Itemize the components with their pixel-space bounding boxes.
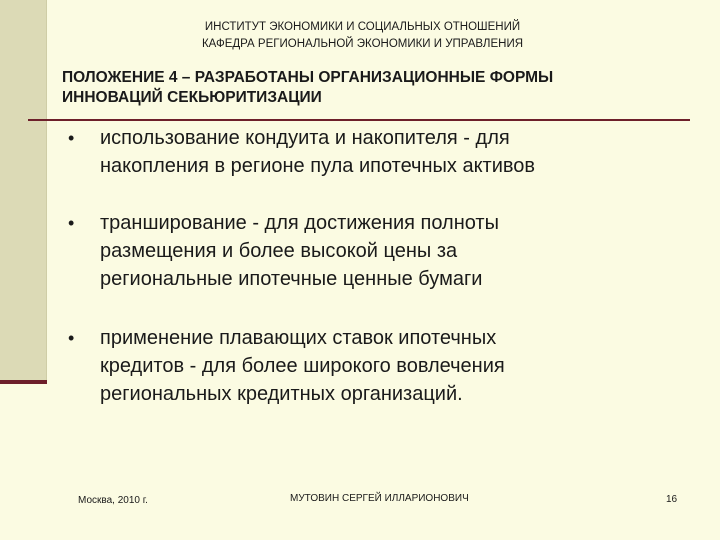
sidebar-accent-bar — [0, 380, 47, 384]
slide-title-line-1: ПОЛОЖЕНИЕ 4 – РАЗРАБОТАНЫ ОРГАНИЗАЦИОННЫЕ ФОРМЫ — [62, 69, 554, 86]
bullet-line: региональных кредитных организаций. — [100, 383, 463, 405]
slide-title — [62, 68, 702, 108]
bullet-line: использование кондуита и накопителя - для — [100, 127, 510, 149]
bullet-marker: • — [68, 328, 75, 348]
bullet-line: кредитов - для более широкого вовлечения — [100, 355, 505, 377]
bullet-marker: • — [68, 213, 75, 233]
footer-location-date: Москва, 2010 г. — [78, 495, 148, 506]
bullet-text — [100, 124, 660, 180]
bullet-text — [100, 209, 660, 293]
bullet-line: применение плавающих ставок ипотечных — [100, 327, 497, 349]
bullet-text — [100, 324, 660, 408]
bullet-line: региональные ипотечные ценные бумаги — [100, 268, 483, 290]
slide-title-line-2: ИННОВАЦИЙ СЕКЬЮРИТИЗАЦИИ — [62, 89, 322, 106]
bullet-line: размещения и более высокой цены за — [100, 240, 458, 262]
department-name: КАФЕДРА РЕГИОНАЛЬНОЙ ЭКОНОМИКИ И УПРАВЛЕНИЯ — [201, 38, 524, 50]
bullet-line: транширование - для достижения полноты — [100, 212, 499, 234]
title-divider — [28, 119, 690, 121]
sidebar-strip — [0, 0, 47, 382]
institute-name: ИНСТИТУТ ЭКОНОМИКИ И СОЦИАЛЬНЫХ ОТНОШЕНИЙ — [204, 21, 521, 33]
footer-page-number: 16 — [666, 494, 678, 505]
footer-author: МУТОВИН СЕРГЕЙ ИЛЛАРИОНОВИЧ — [290, 493, 469, 504]
bullet-line: накопления в регионе пула ипотечных активов — [100, 155, 536, 177]
bullet-marker: • — [68, 128, 75, 148]
institution-header — [90, 19, 635, 53]
